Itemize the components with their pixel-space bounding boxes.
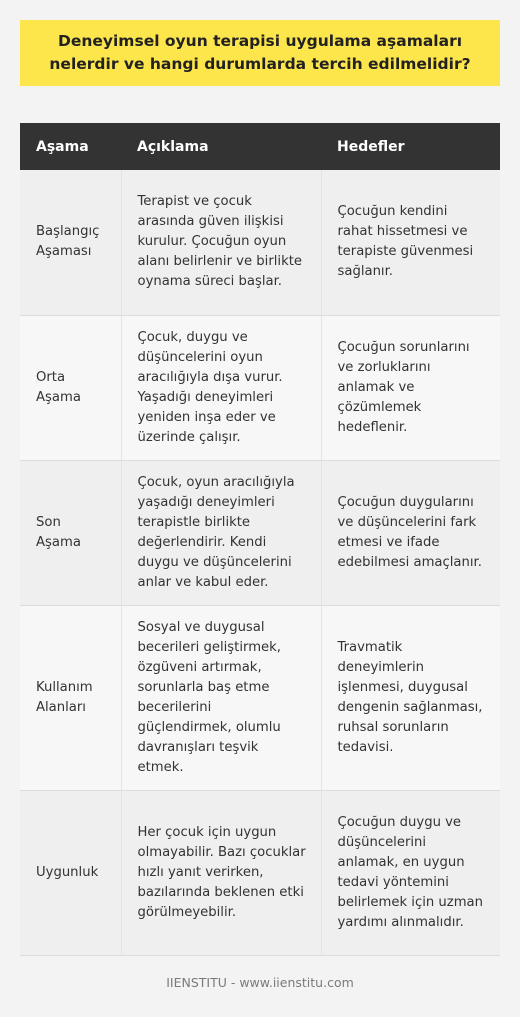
goals-cell: Çocuğun sorunlarını ve zorluklarını anlamak ve çözümlemek hedeflenir. [321,315,500,460]
goals-cell: Çocuğun duygularını ve düşüncelerini fark etmesi ve ifade edebilmesi amaçlanır. [321,460,500,605]
description-cell: Çocuk, oyun aracılığıyla yaşadığı deneyimleri terapistle birlikte değerlendirir. Kendi duygu ve düşüncelerini anlar ve kabul eder. [121,460,321,605]
goals-cell: Çocuğun kendini rahat hissetmesi ve terapiste güvenmesi sağlanır. [321,170,500,315]
table-row [20,315,500,460]
stage-cell: Başlangıç Aşaması [20,170,121,315]
header-description: Açıklama [121,123,321,170]
header-stage: Aşama [20,123,121,170]
description-cell: Sosyal ve duygusal becerileri geliştirmek, özgüveni artırmak, sorunlarla baş etme becerilerini güçlendirmek, olumlu davranışları teşvik etmek. [121,605,321,790]
table-row [20,790,500,955]
footer-credit: IIENSTITU - www.iienstitu.com [166,975,354,990]
table-header-row [20,123,500,170]
goals-cell: Çocuğun duygu ve düşüncelerini anlamak, en uygun tedavi yöntemini belirlemek için uzman yardımı alınmalıdır. [321,790,500,955]
header-goals: Hedefler [321,123,500,170]
stages-table [20,123,500,956]
table-row [20,170,500,315]
description-cell: Her çocuk için uygun olmayabilir. Bazı çocuklar hızlı yanıt verirken, bazılarında beklenen etki görülmeyebilir. [121,790,321,955]
stage-cell: Kullanım Alanları [20,605,121,790]
description-cell: Terapist ve çocuk arasında güven ilişkisi kurulur. Çocuğun oyun alanı belirlenir ve birlikte oynama süreci başlar. [121,170,321,315]
description-cell: Çocuk, duygu ve düşüncelerini oyun aracılığıyla dışa vurur. Yaşadığı deneyimleri yeniden inşa eder ve üzerinde çalışır. [121,315,321,460]
stage-cell: Uygunluk [20,790,121,955]
page-title: Deneyimsel oyun terapisi uygulama aşamaları nelerdir ve hangi durumlarda tercih edilmelidir? [20,20,500,86]
stage-cell: Orta Aşama [20,315,121,460]
table-row [20,460,500,605]
table-row [20,605,500,790]
goals-cell: Travmatik deneyimlerin işlenmesi, duygusal dengenin sağlanması, ruhsal sorunların tedavisi. [321,605,500,790]
stage-cell: Son Aşama [20,460,121,605]
